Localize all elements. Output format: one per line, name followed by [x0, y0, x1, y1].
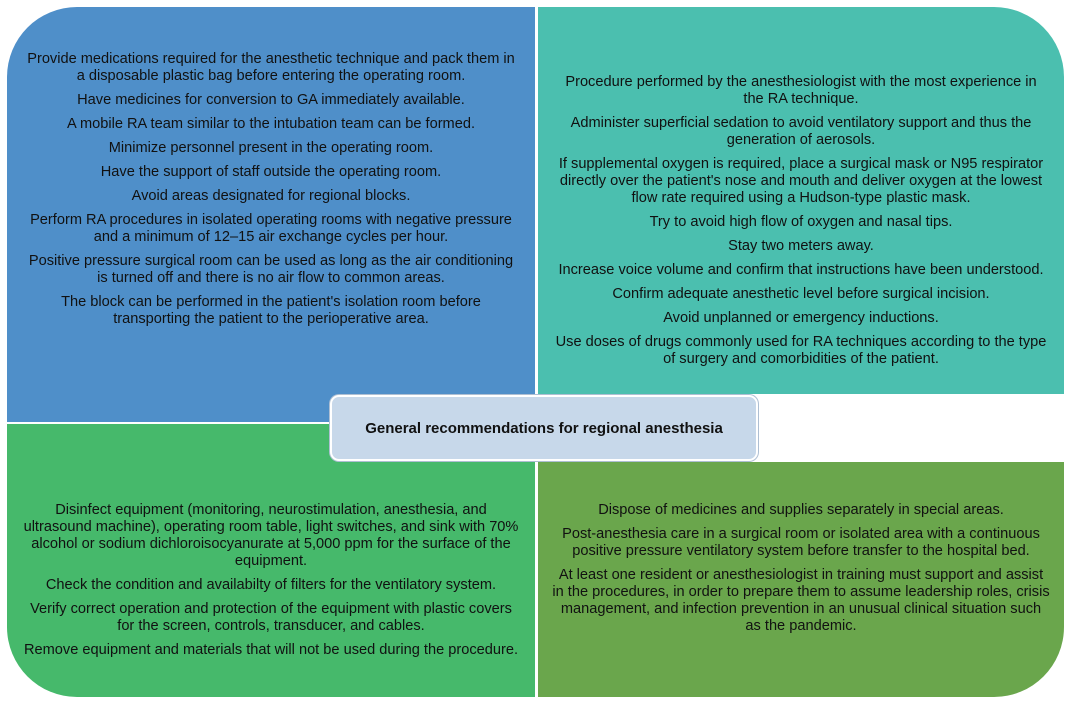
recommendation-item: At least one resident or anesthesiologist in training must support and assist in the procedures, in order to prepare them to assume leadership roles, crisis management, and infection prevention in an unusual clinical situation such as the pandemic.: [552, 567, 1050, 634]
recommendation-item: Perform RA procedures in isolated operating rooms with negative pressure and a minimum of 12–15 air exchange cycles per hour.: [30, 212, 512, 245]
recommendation-item: Administer superficial sedation to avoid ventilatory support and thus the generation of aerosols.: [570, 114, 1032, 148]
recommendation-item: Check the condition and availabilty of filters for the ventilatory system.: [45, 577, 497, 593]
recommendation-item: Positive pressure surgical room can be used as long as the air conditioning is turned off and there is no air flow to common areas.: [28, 253, 514, 286]
recommendation-item: Avoid areas designated for regional blocks.: [131, 188, 411, 204]
recommendation-item: Provide medications required for the anesthetic technique and pack them in a disposable plastic bag before entering the operating room.: [27, 51, 515, 84]
center-title: General recommendations for regional anesthesia: [330, 395, 758, 461]
recommendation-item: Disinfect equipment (monitoring, neurostimulation, anesthesia, and ultrasound machine), operating room table, light switches, and sink with 70% alcohol or sodium dichloroisocyanurate at 5,000 ppm for the surface of the equipment.: [23, 502, 519, 569]
recommendation-item: Post-anesthesia care in a surgical room or isolated area with a continuous positive pressure ventilatory system before transfer to the hospital bed.: [562, 526, 1040, 559]
recommendation-item: Use doses of drugs commonly used for RA techniques according to the type of surgery and comorbidities of the patient.: [555, 333, 1047, 367]
recommendation-item: If supplemental oxygen is required, place a surgical mask or N95 respirator directly over the patient's nose and mouth and deliver oxygen at the lowest flow rate required using a Hudson-type plastic mask.: [558, 155, 1044, 206]
recommendation-item: Dispose of medicines and supplies separately in special areas.: [598, 502, 1004, 518]
recommendation-item: Verify correct operation and protection of the equipment with plastic covers for the screen, controls, transducer, and cables.: [30, 601, 512, 634]
quadrant-bottom-left: [7, 424, 535, 697]
recommendation-item: Confirm adequate anesthetic level before surgical incision.: [612, 285, 990, 302]
recommendation-item: Increase voice volume and confirm that instructions have been understood.: [558, 261, 1044, 278]
recommendation-item: Stay two meters away.: [728, 237, 874, 254]
recommendation-item: Have the support of staff outside the operating room.: [100, 164, 442, 180]
recommendation-item: A mobile RA team similar to the intubation team can be formed.: [66, 116, 476, 132]
quadrant-top-right: [538, 7, 1064, 394]
recommendation-item: Avoid unplanned or emergency inductions.: [663, 309, 939, 326]
recommendation-item: Procedure performed by the anesthesiologist with the most experience in the RA technique.: [565, 73, 1037, 107]
recommendation-item: Try to avoid high flow of oxygen and nasal tips.: [649, 213, 953, 230]
recommendation-item: Minimize personnel present in the operating room.: [108, 140, 434, 156]
recommendation-item: Remove equipment and materials that will not be used during the procedure.: [23, 642, 519, 658]
recommendation-item: The block can be performed in the patient's isolation room before transporting the patient to the perioperative area.: [61, 294, 481, 327]
quadrant-bottom-right: [538, 462, 1064, 697]
recommendation-item: Have medicines for conversion to GA immediately available.: [77, 92, 465, 108]
quadrant-top-left: [7, 7, 535, 422]
